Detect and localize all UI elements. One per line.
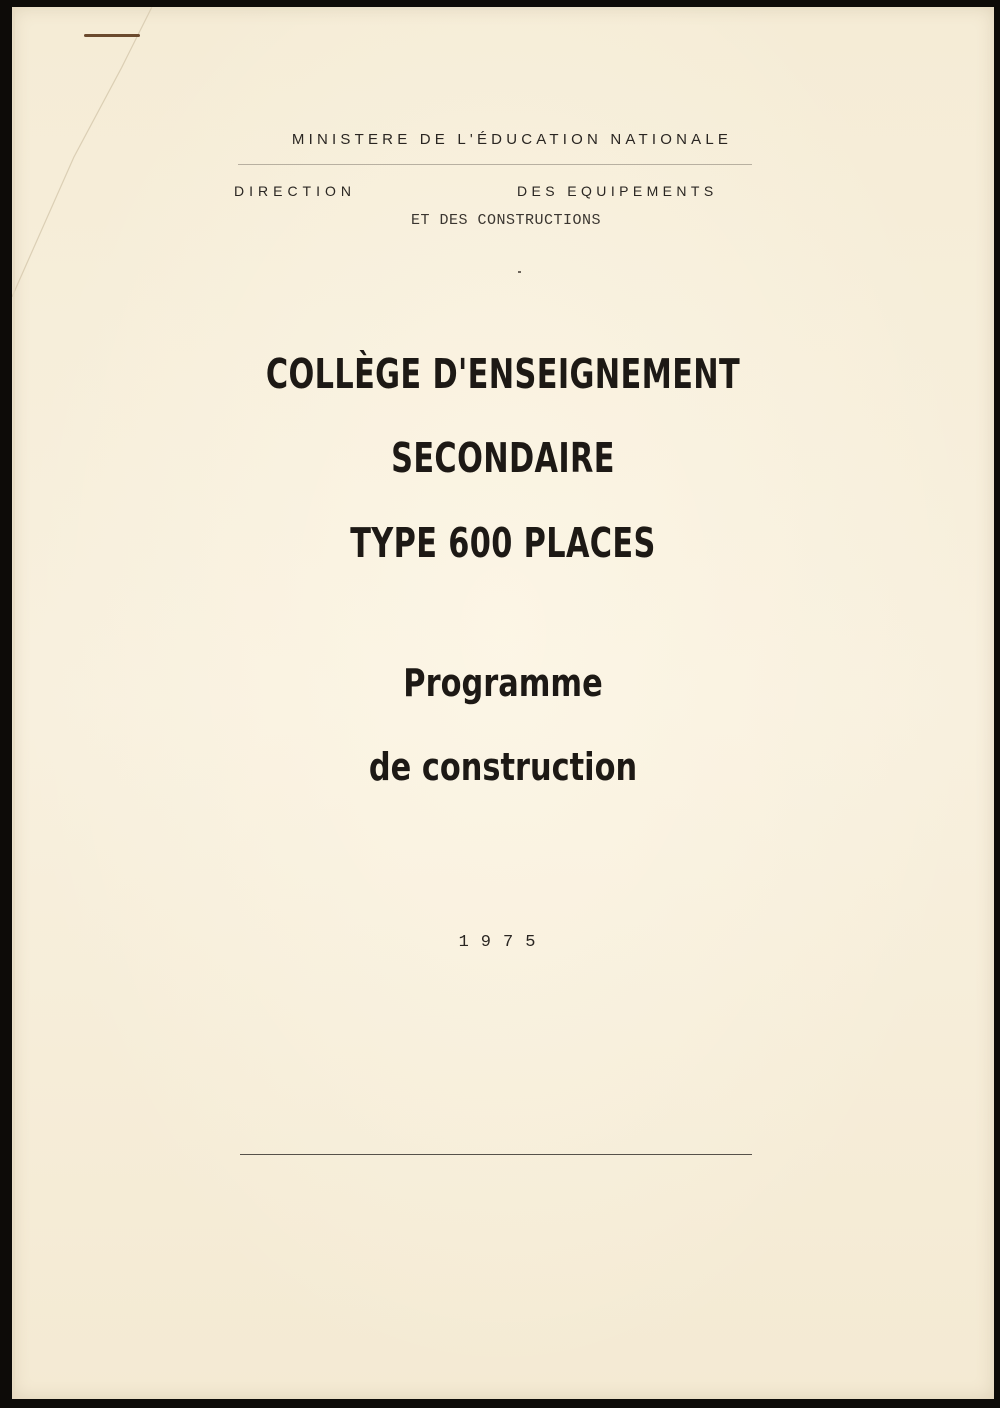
constructions-label: ET DES CONSTRUCTIONS <box>410 212 602 229</box>
staple-mark <box>84 34 140 37</box>
subtitle-line-1: Programme <box>403 661 603 705</box>
title-line-3: TYPE 600 PLACES <box>350 519 656 567</box>
ministry-heading: MINISTERE DE L'ÉDUCATION NATIONALE <box>291 131 733 148</box>
ink-speck <box>518 271 521 273</box>
title-line-2: SECONDAIRE <box>391 434 615 482</box>
title-line-1: COLLÈGE D'ENSEIGNEMENT <box>265 350 741 398</box>
bottom-divider <box>240 1154 752 1155</box>
header-divider <box>238 164 752 165</box>
document-page <box>12 7 994 1399</box>
publication-year: 1975 <box>458 933 548 952</box>
equipments-label: DES EQUIPEMENTS <box>517 183 718 199</box>
subtitle-line-2: de construction <box>368 745 638 789</box>
direction-label: DIRECTION <box>234 183 356 199</box>
